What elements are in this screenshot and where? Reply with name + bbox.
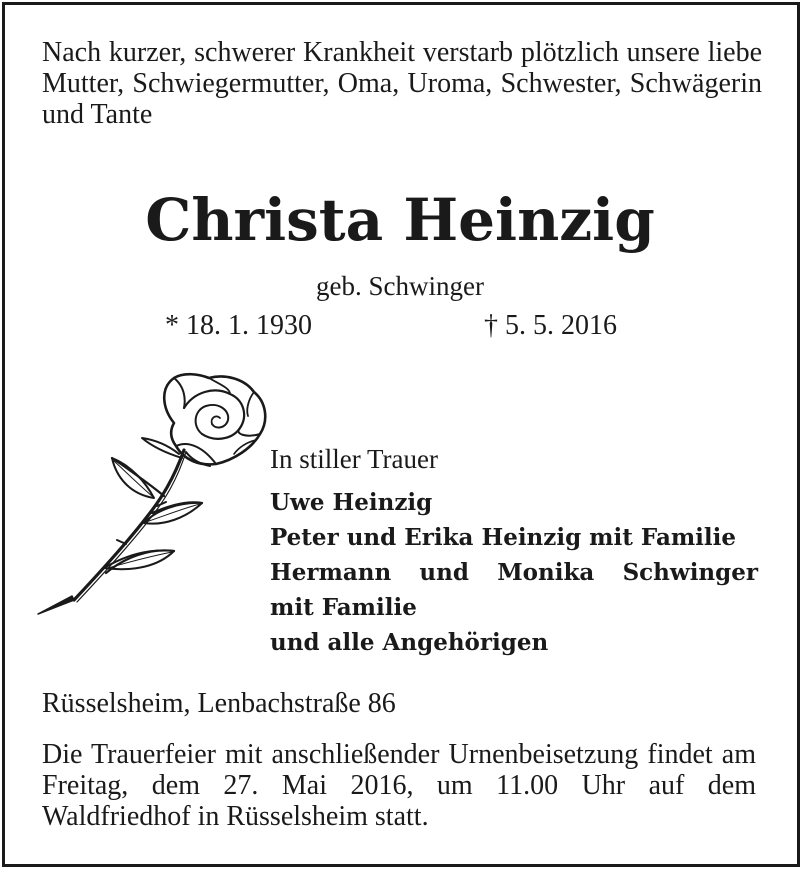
maiden-name: geb. Schwinger <box>316 271 484 301</box>
mourner-line: mit Familie <box>270 594 417 621</box>
mourner-word: und <box>419 559 469 586</box>
rose-icon <box>34 368 274 618</box>
service-details: Die Trauerfeier mit anschließender Urnenbeisetzung findet am Freitag, dem 27. Mai 2016, um 11.00 Uhr auf dem Waldfriedhof in Rüsselsheim statt. <box>42 739 756 832</box>
mourner-word: Hermann <box>270 559 392 586</box>
deceased-name: Christa Heinzig <box>145 186 655 254</box>
birth-date: * 18. 1. 1930 <box>165 310 312 341</box>
mourner-line: Peter und Erika Heinzig mit Familie <box>270 524 737 551</box>
intro-text: Nach kurzer, schwerer Krankheit verstarb plötzlich unsere liebe Mutter, Schwiegermutter, Oma, Uroma, Schwester, Schwägerin und Tante <box>42 37 762 130</box>
address: Rüsselsheim, Lenbachstraße 86 <box>42 688 396 719</box>
mourner-line: und alle Angehörigen <box>270 629 549 656</box>
death-date: † 5. 5. 2016 <box>484 310 617 341</box>
mourner-word: Monika <box>497 559 595 586</box>
mourning-line: In stiller Trauer <box>270 444 438 474</box>
mourner-line <box>270 555 758 590</box>
mourners-list <box>270 485 758 660</box>
mourner-line: Uwe Heinzig <box>270 489 433 516</box>
mourner-word: Schwinger <box>622 559 758 586</box>
